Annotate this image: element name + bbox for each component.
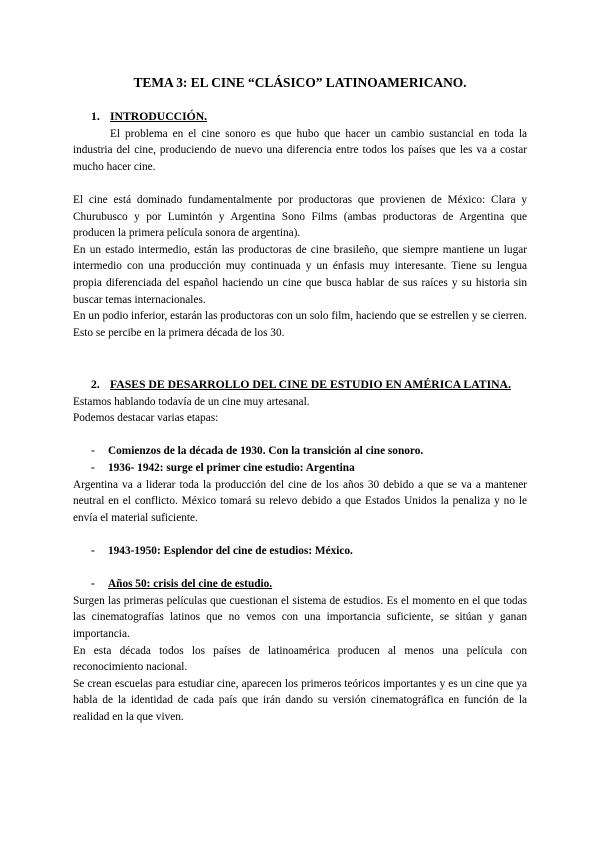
section-title: INTRODUCCIÓN. — [110, 110, 208, 123]
paragraph: En un podio inferior, estarán las productoras con un solo film, haciendo que se estrellen y se cierren. — [73, 310, 527, 323]
paragraph: Podemos destacar varias etapas: — [73, 412, 219, 425]
phase-item — [73, 443, 527, 460]
dash-bullet: - — [91, 544, 95, 557]
phase-item — [73, 543, 527, 560]
phase-item — [73, 576, 527, 593]
section-number: 2. — [91, 378, 100, 391]
paragraph: Estamos hablando todavía de un cine muy artesanal. — [73, 395, 310, 408]
paragraph: Argentina va a liderar toda la producción del cine de los años 30 debido a que se va a mantener neutral en el conflicto. México tomará su relevo debido a que Estados Unidos la penaliza y no le envía el material suficiente. — [73, 478, 527, 524]
section-number: 1. — [91, 110, 100, 123]
paragraph: El cine está dominado fundamentalmente por productoras que provienen de México: Clara y Churubusco y por Lumintón y Argentina Sono Films (ambas productoras de Argentina que producen la primera película sonora de argentina). — [73, 193, 527, 240]
section-title: FASES DE DESARROLLO DEL CINE DE ESTUDIO EN AMÉRICA LATINA. — [110, 378, 511, 391]
dash-bullet: - — [91, 445, 95, 458]
section-heading — [73, 377, 527, 394]
document-title: TEMA 3: EL CINE “CLÁSICO” LATINOAMERICANO. — [133, 75, 467, 90]
section-fases — [73, 377, 527, 725]
paragraph: Esto se percibe en la primera década de los 30. — [73, 326, 285, 339]
section-heading — [73, 109, 527, 126]
paragraph: En esta década todos los países de latinoamérica producen al menos una película con reconocimiento nacional. — [73, 644, 527, 674]
dash-bullet: - — [91, 461, 95, 474]
paragraph: El problema en el cine sonoro es que hubo que hacer un cambio sustancial en toda la industria del cine, produciendo de nuevo una diferencia entre todos los países que les va a costar mucho hacer cine. — [73, 127, 527, 173]
phase-label: Años 50: crisis del cine de estudio. — [108, 578, 273, 591]
phase-label: 1936- 1942: surge el primer cine estudio: Argentina — [108, 461, 355, 474]
phase-item — [73, 460, 527, 477]
phase-label: 1943-1950: Esplendor del cine de estudios: México. — [108, 544, 353, 557]
paragraph: En un estado intermedio, están las productoras de cine brasileño, que siempre mantiene un lugar intermedio con una producción muy continuada y un énfasis muy interesante. Tiene su lengua propia diferenciada del español haciendo un cine que busca hablar de sus raíces y su historia sin buscar temas internacionales. — [73, 243, 527, 306]
dash-bullet: - — [91, 578, 95, 591]
section-introduccion — [73, 109, 527, 341]
paragraph: Surgen las primeras películas que cuestionan el sistema de estudios. Es el momento en el que todas las cinematografías latinos que no vemos con una importancia suficiente, se sitúan y ganan importancia. — [73, 594, 527, 640]
paragraph: Se crean escuelas para estudiar cine, aparecen los primeros teóricos importantes y es un cine que ya habla de la identidad de cada país que irán dando su versión cinematográfica en función de la realidad en la que viven. — [73, 677, 527, 723]
phase-label: Comienzos de la década de 1930. Con la transición al cine sonoro. — [108, 445, 424, 458]
